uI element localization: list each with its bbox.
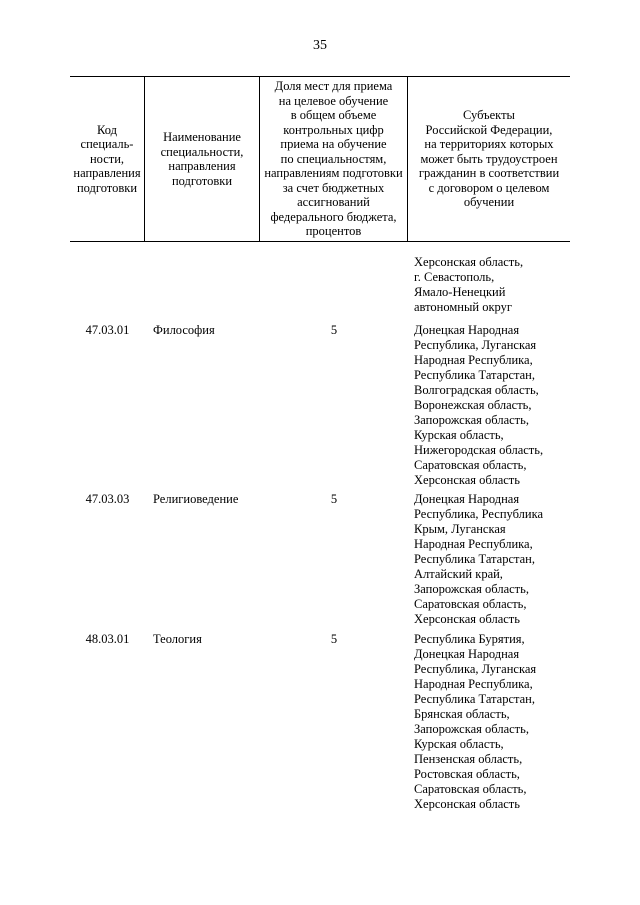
row-name (145, 255, 260, 315)
text-line: Народная Республика, (414, 537, 533, 551)
text-line: направления (73, 166, 141, 181)
text-line: Курская область, (414, 737, 504, 751)
text-line: Волгоградская область, (414, 383, 539, 397)
text-line: ассигнований (297, 195, 370, 210)
row-subjects (408, 632, 570, 812)
text-line: Код (97, 122, 117, 137)
text-line: Херсонская область (414, 473, 520, 487)
text-line: Республика Татарстан, (414, 368, 535, 382)
text-line: Российской Федерации, (425, 122, 553, 137)
row-name: Философия (153, 323, 215, 337)
row-subjects (408, 492, 570, 627)
text-line: Донецкая Народная (414, 323, 520, 337)
row-share (260, 255, 408, 315)
row-code: 47.03.01 (85, 323, 130, 337)
text-line: Запорожская область, (414, 413, 529, 427)
text-line: Херсонская область, (414, 255, 524, 269)
text-line: Республика, Луганская (414, 338, 537, 352)
row-name: Религиоведение (153, 492, 239, 506)
table-row (70, 323, 570, 488)
table-row (70, 255, 570, 315)
text-line: в общем объеме (290, 108, 377, 123)
text-line: на территориях которых (424, 137, 554, 152)
row-code: 48.03.01 (85, 632, 130, 646)
text-line: обучении (463, 195, 515, 210)
text-line: Республика, Республика (414, 507, 544, 521)
text-line: Ямало-Ненецкий (414, 285, 506, 299)
header-subjects (408, 77, 570, 241)
table-row (70, 492, 570, 627)
row-share: 5 (330, 323, 338, 337)
row-code: 47.03.03 (85, 492, 130, 506)
text-line: Алтайский край, (414, 567, 503, 581)
text-line: Наименование (163, 130, 241, 144)
text-line: Саратовская область, (414, 597, 527, 611)
text-line: Субъекты (463, 108, 515, 123)
header-name (145, 77, 260, 241)
text-line: направлениям подготовки (264, 166, 403, 181)
text-line: на целевое обучение (278, 93, 389, 108)
text-line: Пензенская область, (414, 752, 523, 766)
text-line: Ростовская область, (414, 767, 520, 781)
text-line: Республика Бурятия, (414, 632, 525, 646)
text-line: Воронежская область, (414, 398, 532, 412)
text-line: Народная Республика, (414, 677, 533, 691)
text-line: направления (168, 159, 236, 173)
header-share-text (264, 79, 402, 239)
target-admission-table (70, 76, 570, 811)
text-line: за счет бюджетных (282, 180, 385, 195)
text-line: Крым, Луганская (414, 522, 506, 536)
text-line: подготовки (76, 180, 138, 195)
row-code (70, 255, 145, 315)
text-line: Херсонская область (414, 612, 520, 626)
text-line: подготовки (171, 173, 233, 188)
text-line: контрольных цифр (283, 122, 384, 137)
text-line: Херсонская область (414, 797, 520, 811)
text-line: Республика Татарстан, (414, 692, 535, 706)
header-code (70, 77, 145, 241)
row-share: 5 (330, 492, 338, 506)
text-line: автономный округ (414, 300, 512, 314)
text-line: приема на обучение (280, 137, 387, 152)
row-subjects (408, 323, 570, 488)
header-share (260, 77, 408, 241)
text-line: федерального бюджета, (270, 209, 397, 224)
text-line: специальности, (160, 144, 244, 159)
text-line: Запорожская область, (414, 722, 529, 736)
row-subjects (408, 255, 570, 315)
text-line: Курская область, (414, 428, 504, 442)
text-line: Донецкая Народная (414, 492, 520, 506)
text-line: Брянская область, (414, 707, 510, 721)
row-name: Теология (153, 632, 202, 646)
table-header (70, 76, 570, 242)
header-subjects-text (419, 108, 559, 210)
text-line: Саратовская область, (414, 782, 527, 796)
text-line: Запорожская область, (414, 582, 529, 596)
text-line: может быть трудоустроен (420, 151, 558, 166)
text-line: г. Севастополь, (414, 270, 495, 284)
text-line: Нижегородская область, (414, 443, 544, 457)
text-line: Доля мест для приема (274, 79, 393, 94)
text-line: Народная Республика, (414, 353, 533, 367)
text-line: Донецкая Народная (414, 647, 520, 661)
text-line: Республика, Луганская (414, 662, 537, 676)
text-line: гражданин в соответствии (418, 166, 560, 181)
header-name-text (161, 130, 244, 188)
text-line: по специальностям, (280, 151, 387, 166)
text-line: специаль- (80, 137, 134, 152)
table-row (70, 632, 570, 812)
text-line: процентов (305, 224, 362, 239)
text-line: ности, (89, 151, 125, 166)
header-code-text (73, 123, 140, 196)
text-line: Саратовская область, (414, 458, 527, 472)
text-line: с договором о целевом (428, 180, 550, 195)
row-share: 5 (330, 632, 338, 646)
page-number: 35 (313, 38, 327, 53)
text-line: Республика Татарстан, (414, 552, 535, 566)
